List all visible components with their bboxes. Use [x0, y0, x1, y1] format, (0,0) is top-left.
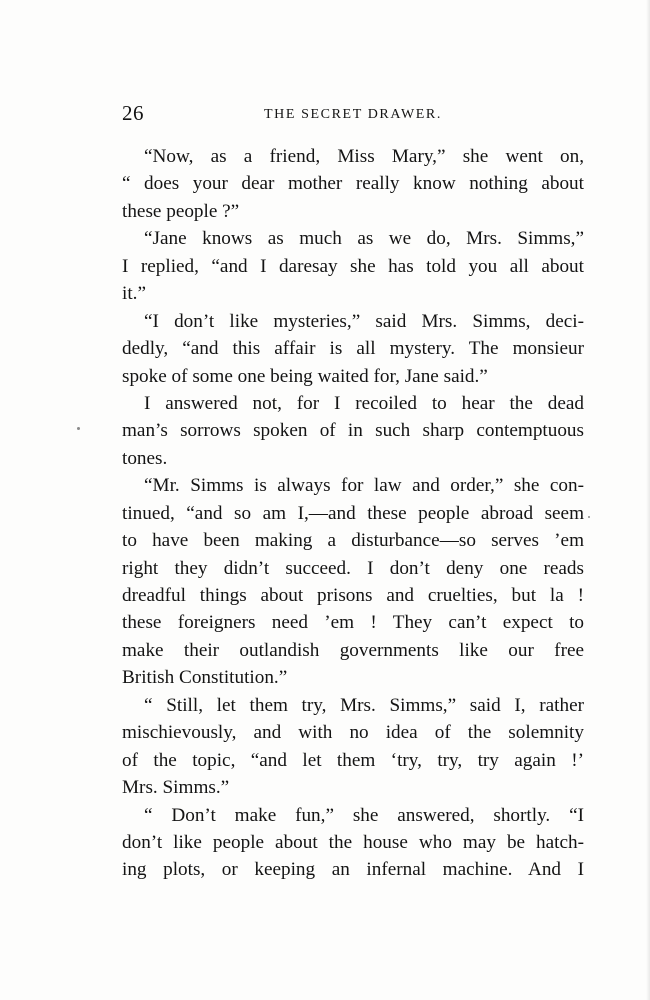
- text-line: tones.: [122, 447, 168, 469]
- text-line: of the topic, “and let them ‘try, try, try again !’: [122, 749, 584, 771]
- running-head: THE SECRET DRAWER.: [264, 107, 442, 122]
- text-line: “Mr. Simms is always for law and order,” she con-: [144, 475, 584, 497]
- text-line: right they didn’t succeed. I don’t deny one reads: [122, 557, 584, 579]
- text-line: tinued, “and so am I,—and these people abroad seem: [122, 502, 584, 524]
- text-line: “ Still, let them try, Mrs. Simms,” said I, rather: [144, 694, 584, 716]
- text-line: “I don’t like mysteries,” said Mrs. Simms, deci-: [144, 310, 584, 332]
- text-line: make their outlandish governments like our free: [122, 639, 584, 661]
- text-line: ing plots, or keeping an infernal machine. And I: [122, 859, 584, 881]
- text-line: it.”: [122, 283, 146, 305]
- body-text: [122, 143, 584, 884]
- page-header: [122, 98, 584, 128]
- paper-speck: [588, 516, 590, 518]
- page-number: 26: [122, 101, 144, 125]
- text-line: these people ?”: [122, 200, 240, 222]
- text-line: dedly, “and this affair is all mystery. The monsieur: [122, 338, 584, 360]
- text-line: “ does your dear mother really know nothing about: [122, 173, 584, 195]
- text-line: these foreigners need ’em ! They can’t expect to: [122, 612, 584, 634]
- text-line: I replied, “and I daresay she has told you all about: [122, 255, 584, 277]
- text-line: to have been making a disturbance—so serves ’em: [122, 530, 584, 552]
- text-line: man’s sorrows spoken of in such sharp contemptuous: [122, 420, 584, 442]
- text-line: “Jane knows as much as we do, Mrs. Simms,”: [144, 228, 584, 250]
- text-line: “Now, as a friend, Miss Mary,” she went on,: [144, 146, 584, 167]
- text-line: mischievously, and with no idea of the solemnity: [122, 722, 584, 744]
- text-line: British Constitution.”: [122, 667, 288, 689]
- text-line: don’t like people about the house who may be hatch-: [122, 831, 584, 853]
- text-line: dreadful things about prisons and cruelties, but la !: [122, 585, 584, 606]
- paper-speck: [77, 427, 80, 430]
- text-line: I answered not, for I recoiled to hear the dead: [144, 392, 584, 414]
- text-line: “ Don’t make fun,” she answered, shortly. “I: [144, 804, 584, 826]
- text-line: Mrs. Simms.”: [122, 777, 230, 799]
- page-edge-shadow: [646, 0, 650, 1000]
- text-line: spoke of some one being waited for, Jane said.”: [122, 365, 488, 387]
